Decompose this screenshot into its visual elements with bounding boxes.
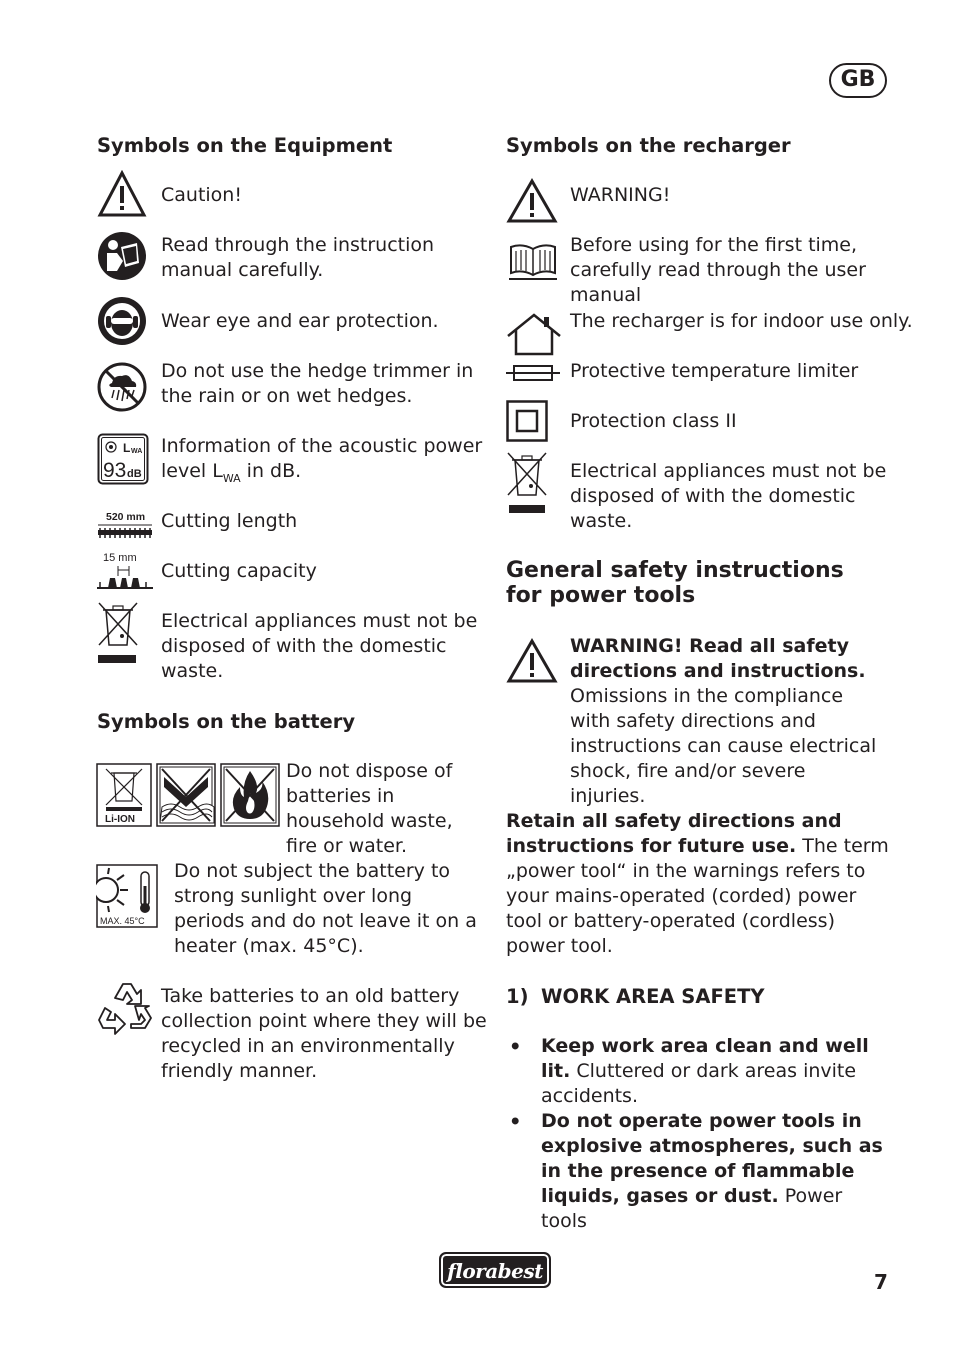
equipment-heading: Symbols on the Equipment (97, 134, 393, 157)
acoustic-text-sub: WA (222, 471, 241, 485)
cutting-capacity-label: 15 mm (103, 552, 137, 564)
lwa-sub-label: WA (131, 448, 143, 455)
battery-recycle-text: Take batteries to an old battery collection point where they will be recycled in an environmentally friendly manner. (161, 985, 487, 1082)
battery-sunlight-text: Do not subject the battery to strong sunlight over long periods and do not leave it on a heater (max. 45°C). (174, 860, 477, 957)
warning-triangle-icon (97, 170, 147, 218)
page-number: 7 (874, 1270, 888, 1294)
bullet-body-text: Power tools (541, 1185, 843, 1232)
safety-warning-icon (506, 638, 558, 684)
retain-paragraph (506, 809, 890, 959)
equipment-eye-ear-text: Wear eye and ear protection. (161, 310, 439, 332)
warning-paragraph (570, 634, 880, 809)
general-safety-heading-line1: General safety instructions (506, 558, 844, 583)
recharger-disposal-text: Electrical appliances must not be disposed of with the domestic waste. (570, 460, 887, 532)
acoustic-text-post: in dB. (240, 460, 302, 482)
temperature-limiter-icon (506, 363, 560, 383)
acoustic-text-pre: Information of the acoustic power level L (161, 435, 483, 482)
equipment-read-manual-text: Read through the instruction manual carefully. (161, 234, 435, 281)
warning-bold-text: WARNING! Read all safety directions and instructions. (570, 635, 866, 682)
battery-heading: Symbols on the battery (97, 710, 356, 733)
db-unit-label: dB (127, 468, 142, 480)
bullet-body-text: Cluttered or dark areas invite accidents. (541, 1060, 857, 1107)
bullet-bold-text: Keep work area clean and well lit. (541, 1035, 869, 1082)
cutting-length-icon (96, 508, 154, 544)
battery-type-label: Li-ION (105, 814, 135, 825)
equipment-acoustic-text (161, 434, 491, 491)
warning-body-text: Omissions in the compliance with safety directions and instructions can cause electrical shock, fire and/or severe injuries. (570, 685, 877, 807)
no-rain-icon (96, 361, 148, 413)
no-fire-icon (220, 763, 280, 827)
section-number: 1) (506, 985, 529, 1008)
equipment-cutting-length-text: Cutting length (161, 510, 298, 532)
recharger-warning-icon (506, 178, 558, 224)
recharger-manual-text: Before using for the first time, carefully read through the user manual (570, 234, 866, 306)
read-manual-icon (97, 231, 147, 281)
cutting-capacity-icon (96, 548, 154, 590)
lwa-label: L (123, 441, 131, 455)
cutting-length-label: 520 mm (106, 511, 146, 523)
recharger-crossed-bin-icon (505, 450, 549, 516)
general-safety-heading-line2: for power tools (506, 583, 696, 608)
recharger-warning-text: WARNING! (570, 184, 671, 206)
no-sunlight-heat-icon (96, 864, 158, 928)
recharger-indoor-text: The recharger is for indoor use only. (570, 310, 913, 332)
indoor-house-icon (506, 312, 562, 356)
equipment-cutting-capacity-text: Cutting capacity (161, 560, 317, 582)
bullet-item (541, 1034, 886, 1109)
section-title: WORK AREA SAFETY (541, 985, 765, 1008)
recharger-class-text: Protection class II (570, 410, 737, 432)
language-badge: GB (829, 63, 887, 98)
bullet-marker: • (509, 1035, 522, 1058)
db-value-label: 93 (103, 459, 127, 482)
equipment-no-rain-text: Do not use the hedge trimmer in the rain or on wet hedges. (161, 360, 474, 407)
manual-book-icon (508, 241, 558, 281)
max-temp-label: MAX. 45°C (100, 916, 145, 926)
no-household-waste-icon (156, 763, 216, 827)
bullet-bold-text: Do not operate power tools in explosive atmospheres, such as in the presence of flammable liquids, gases or dust. (541, 1110, 883, 1207)
battery-bin-icon (96, 763, 152, 827)
recharger-limiter-text: Protective temperature limiter (570, 360, 859, 382)
bullet-item (541, 1109, 886, 1234)
recycle-icon (97, 980, 153, 1040)
retain-body-text: The term „power tool“ in the warnings refers to your mains-operated (corded) power tool or battery-operated (cordless) power tool. (506, 835, 889, 957)
crossed-bin-icon (96, 600, 140, 666)
bullet-marker: • (509, 1110, 522, 1133)
acoustic-power-icon (97, 433, 149, 485)
eye-ear-protection-icon (97, 296, 147, 346)
equipment-disposal-text: Electrical appliances must not be disposed of with the domestic waste. (161, 610, 478, 682)
protection-class-ii-icon (506, 400, 548, 442)
retain-bold-text: Retain all safety directions and instructions for future use. (506, 810, 842, 857)
florabest-logo: florabest (439, 1252, 551, 1288)
battery-disposal-text: Do not dispose of batteries in household waste, fire or water. (286, 760, 453, 857)
recharger-heading: Symbols on the recharger (506, 134, 791, 157)
equipment-caution-text: Caution! (161, 184, 242, 206)
